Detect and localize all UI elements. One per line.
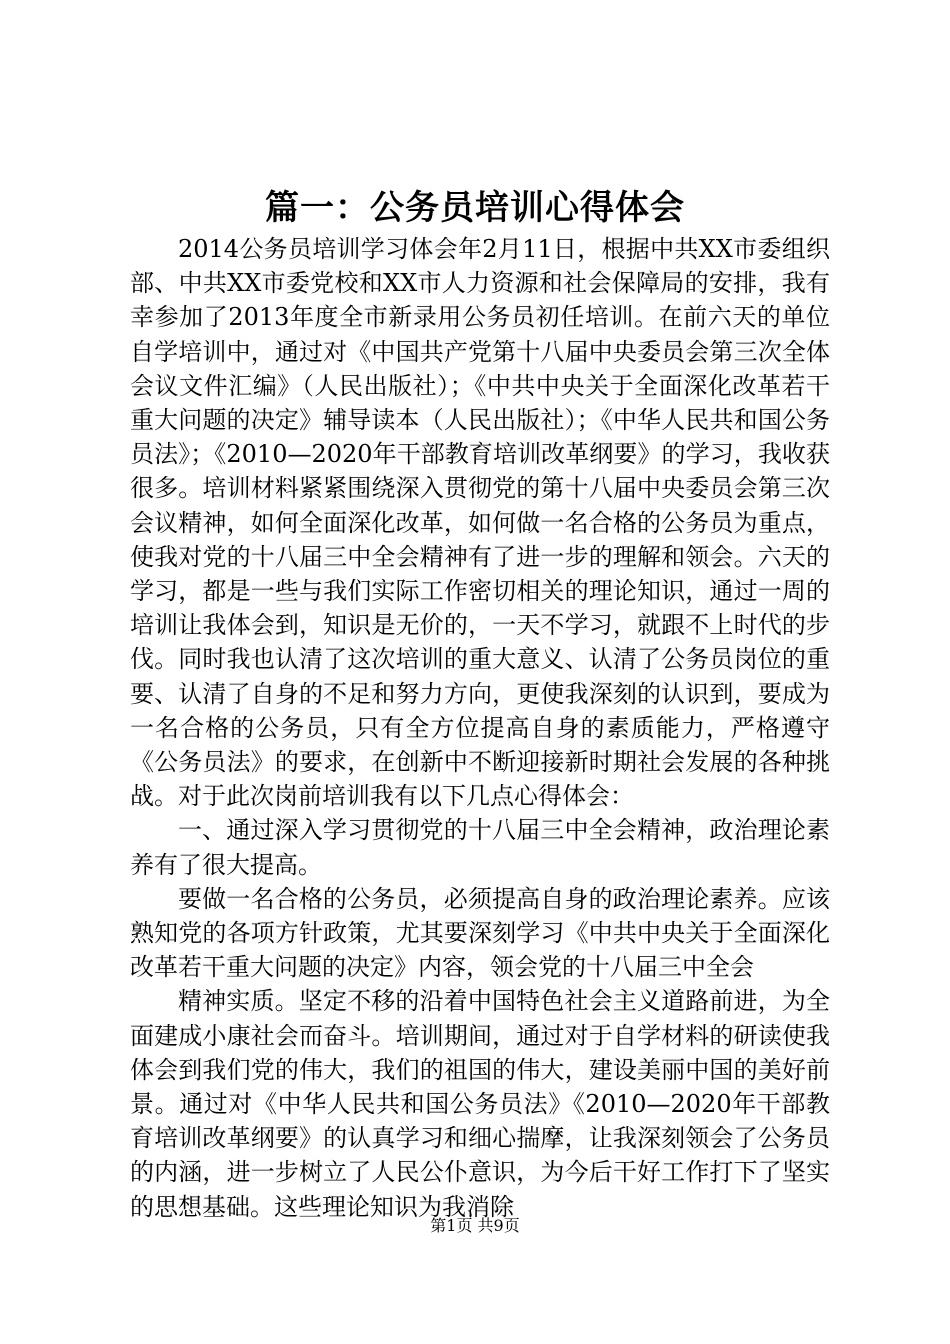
paragraph-spirit-essence: 精神实质。坚定不移的沿着中国特色社会主义道路前进，为全面建成小康社会而奋斗。培训期间，通过对于自学材料的研读使我体会到我们党的伟大，我们的祖国的伟大，建设美丽中国的美好前景。通过对《中华人民共和国公务员法》《2010—2020年干部教育培训改革纲要》的认真学习和细心揣摩，让我深刻领会了公务员的内涵，进一步树立了人民公仆意识，为今后干好工作打下了坚实的思想基础。这些理论知识为我消除	[130, 987, 830, 1221]
document-body	[130, 232, 830, 1224]
paragraph-section-heading-1: 一、通过深入学习贯彻党的十八届三中全会精神，政治理论素养有了很大提高。	[130, 816, 830, 879]
page-number-footer: 第1页 共9页	[430, 1216, 520, 1235]
document-title: 篇一：公务员培训心得体会	[265, 188, 685, 228]
paragraph-political-theory: 要做一名合格的公务员，必须提高自身的政治理论素养。应该熟知党的各项方针政策，尤其要深刻学习《中共中央关于全面深化改革若干重大问题的决定》内容，领会党的十八届三中全会	[130, 884, 830, 982]
paragraph-intro: 2014公务员培训学习体会年2月11日，根据中共XX市委组织部、中共XX市委党校和XX市人力资源和社会保障局的安排，我有幸参加了2013年度全市新录用公务员初任培训。在前六天的单位自学培训中，通过对《中国共产党第十八届中央委员会第三次全体会议文件汇编》（人民出版社）；《中共中央关于全面深化改革若干重大问题的决定》辅导读本（人民出版社）；《中华人民共和国公务员法》；《2010—2020年干部教育培训改革纲要》的学习，我收获很多。培训材料紧紧围绕深入贯彻党的第十八届中央委员会第三次会议精神，如何全面深化改革，如何做一名合格的公务员为重点，使我对党的十八届三中全会精神有了进一步的理解和领会。六天的学习，都是一些与我们实际工作密切相关的理论知识，通过一周的培训让我体会到，知识是无价的，一天不学习，就跟不上时代的步伐。同时我也认清了这次培训的重大意义、认清了公务员岗位的重要、认清了自身的不足和努力方向，更使我深刻的认识到，要成为一名合格的公务员，只有全方位提高自身的素质能力，严格遵守《公务员法》的要求，在创新中不断迎接新时期社会发展的各种挑战。对于此次岗前培训我有以下几点心得体会：	[130, 235, 830, 811]
